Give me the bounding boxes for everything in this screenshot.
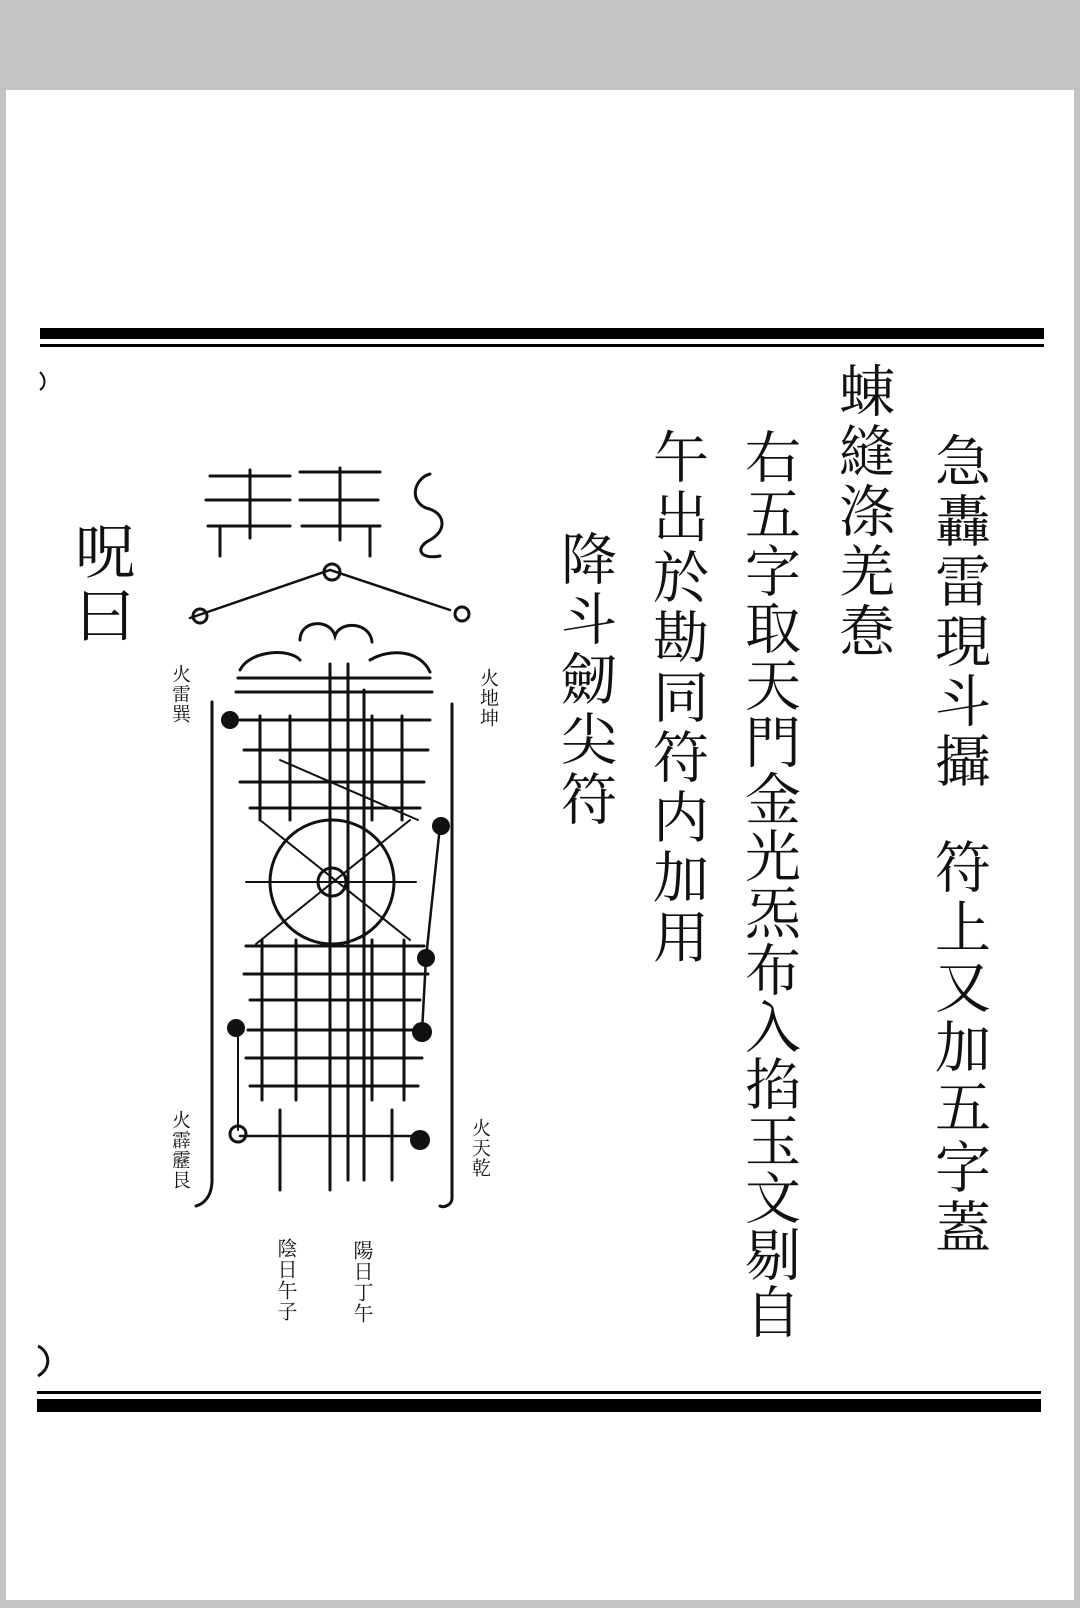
label-fire-thunder-xun: 火雷巽 (169, 664, 191, 724)
note-yang-day: 陽日丁午 (350, 1240, 374, 1324)
text-column-4: 午出於勘同符内加用 (644, 428, 709, 968)
label-fire-earth-kun: 火地坤 (477, 668, 499, 728)
text-column-1b: 符上又加五字蓋 (926, 838, 991, 1258)
label-fire-thunderbolt-gen: 火霹靂艮 (169, 1110, 191, 1190)
text-column-3: 右五字取天門金光炁布入掐玉文剔自 (736, 428, 801, 1340)
text-column-2: 蝀縫涤羌惷 (830, 362, 895, 662)
text-column-5: 降斗劒尖符 (552, 530, 617, 830)
note-yin-day: 陰日午子 (274, 1238, 298, 1322)
label-fire-heaven-qian: 火天乾 (469, 1118, 491, 1178)
incantation-heading: 呪曰 (65, 520, 135, 648)
text-column-1: 急轟雷現斗攝 (926, 432, 991, 792)
